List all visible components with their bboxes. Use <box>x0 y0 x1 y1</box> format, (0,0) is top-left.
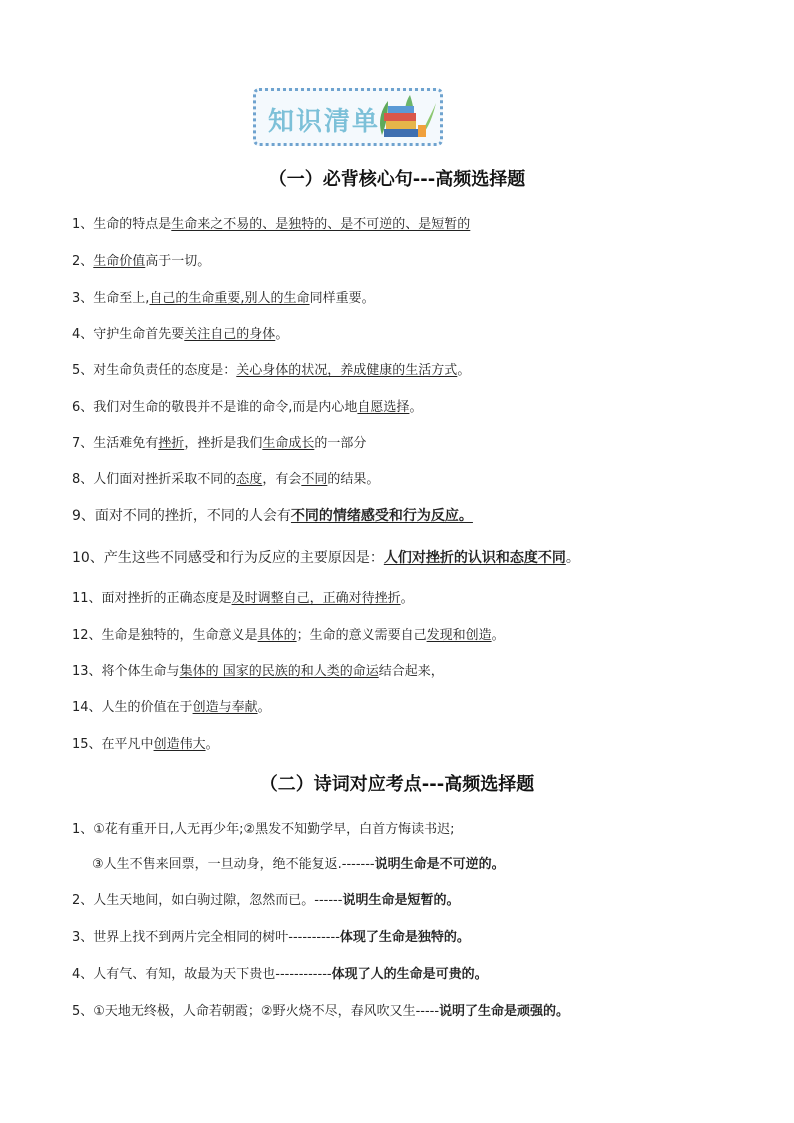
list-item: 2、生命价值高于一切。 <box>72 254 211 269</box>
list-item: 8、人们面对挫折采取不同的态度，有会不同的结果。 <box>72 472 380 487</box>
section2-title: （二）诗词对应考点---高频选择题 <box>259 774 535 795</box>
list-item: 3、世界上找不到两片完全相同的树叶-----------体现了生命是独特的。 <box>72 930 470 945</box>
list-item: 6、我们对生命的敬畏并不是谁的命令,而是内心地自愿选择。 <box>72 400 423 415</box>
books-plant-icon <box>374 93 438 143</box>
list-item: 4、人有气、有知，故最为天下贵也------------体现了人的生命是可贵的。 <box>72 967 488 982</box>
list-item: 10、产生这些不同感受和行为反应的主要原因是：人们对挫折的认识和态度不同。 <box>72 550 580 566</box>
list-item: 11、面对挫折的正确态度是及时调整自己，正确对待挫折。 <box>72 591 414 606</box>
list-item: 15、在平凡中创造伟大。 <box>72 737 219 752</box>
badge-title: 知识清单 <box>268 107 381 137</box>
list-item: 7、生活难免有挫折，挫折是我们生命成长的一部分 <box>72 436 367 451</box>
list-item: 4、守护生命首先要关注自己的身体。 <box>72 327 289 342</box>
knowledge-list-badge <box>253 88 443 146</box>
list-item: 9、面对不同的挫折，不同的人会有不同的情绪感受和行为反应。 <box>72 508 473 524</box>
list-item: 1、生命的特点是生命来之不易的、是独特的、是不可逆的、是短暂的 <box>72 217 471 232</box>
list-item: ③人生不售来回票，一旦动身，绝不能复返.-------说明生命是不可逆的。 <box>92 857 505 872</box>
section1-title: （一）必背核心句---高频选择题 <box>268 169 526 190</box>
list-item: 3、生命至上,自己的生命重要,别人的生命同样重要。 <box>72 291 375 306</box>
list-item: 2、人生天地间，如白驹过隙，忽然而已。------说明生命是短暂的。 <box>72 893 460 908</box>
list-item: 5、①天地无终极，人命若朝霞；②野火烧不尽，春风吹又生-----说明了生命是顽强的。 <box>72 1004 570 1019</box>
list-item: 14、人生的价值在于创造与奉献。 <box>72 700 271 715</box>
list-item: 12、生命是独特的，生命意义是具体的；生命的意义需要自己发现和创造。 <box>72 628 505 643</box>
list-item: 5、对生命负责任的态度是：关心身体的状况，养成健康的生活方式。 <box>72 363 471 378</box>
list-item: 13、将个体生命与集体的 国家的民族的和人类的命运结合起来， <box>72 664 444 679</box>
list-item: 1、①花有重开日,人无再少年;②黑发不知勤学早，白首方悔读书迟; <box>72 822 455 837</box>
